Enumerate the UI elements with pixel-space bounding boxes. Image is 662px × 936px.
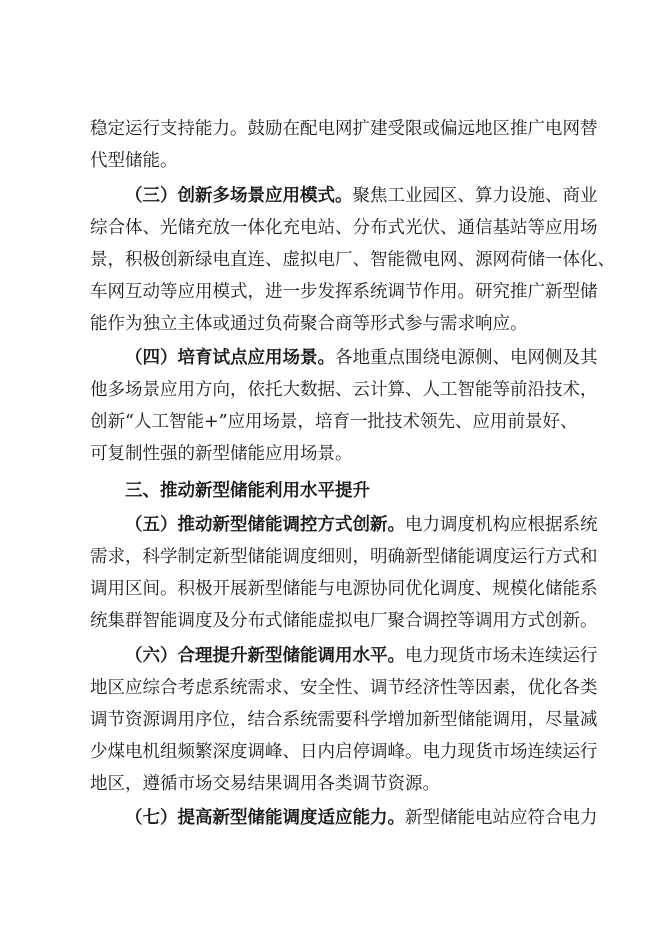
paragraph-line: 可复制性强的新型储能应用场景。 bbox=[90, 444, 353, 464]
paragraph-heading: （七）提高新型储能调度适应能力。 bbox=[125, 808, 405, 828]
paragraph-line: 车网互动等应用模式，进一步发挥系统调节作用。研究推广新型储 bbox=[90, 282, 598, 302]
paragraph-line: 地区应综合考虑系统需求、安全性、调节经济性等因素，优化各类 bbox=[90, 678, 598, 698]
paragraph-line: 他多场景应用方向，依托大数据、云计算、人工智能等前沿技术， bbox=[90, 380, 598, 400]
paragraph-line: 综合体、光储充放一体化充电站、分布式光伏、通信基站等应用场 bbox=[90, 218, 598, 238]
paragraph-first-line bbox=[125, 342, 598, 374]
paragraph-line: 能作为独立主体或通过负荷聚合商等形式参与需求响应。 bbox=[90, 314, 528, 334]
paragraph-line: 景，积极创新绿电直连、虚拟电厂、智能微电网、源网荷储一体化、 bbox=[90, 250, 615, 270]
paragraph-text: 电力调度机构应根据系统 bbox=[405, 515, 598, 535]
paragraph-line: 调节资源调用序位，结合系统需要科学增加新型储能调用，尽量减 bbox=[90, 710, 598, 730]
paragraph-line: 创新“人工智能+”应用场景，培育一批技术领先、应用前景好、 bbox=[90, 412, 578, 432]
paragraph-heading: （五）推动新型储能调控方式创新。 bbox=[125, 515, 405, 535]
paragraph-line: 统集群智能调度及分布式储能虚拟电厂聚合调控等调用方式创新。 bbox=[90, 611, 598, 631]
paragraph-heading: （六）合理提升新型储能调用水平。 bbox=[125, 646, 405, 666]
paragraph-heading: （三）创新多场景应用模式。 bbox=[125, 186, 353, 206]
paragraph-first-line bbox=[125, 802, 598, 834]
paragraph-line: 地区，遵循市场交易结果调用各类调节资源。 bbox=[90, 774, 440, 794]
paragraph-line: 调用区间。积极开展新型储能与电源协同优化调度、规模化储能系 bbox=[90, 579, 598, 599]
paragraph-text: 各地重点围绕电源侧、电网侧及其 bbox=[335, 348, 598, 368]
paragraph-first-line bbox=[125, 180, 598, 212]
paragraph-line: 少煤电机组频繁深度调峰、日内启停调峰。电力现货市场连续运行 bbox=[90, 742, 598, 762]
paragraph-line: 稳定运行支持能力。鼓励在配电网扩建受限或偏远地区推广电网替 bbox=[90, 119, 598, 139]
paragraph-text: 聚焦工业园区、算力设施、商业 bbox=[352, 186, 598, 206]
paragraph-line: 需求，科学制定新型储能调度细则，明确新型储能调度运行方式和 bbox=[90, 547, 598, 567]
paragraph-text: 新型储能电站应符合电力 bbox=[405, 808, 598, 828]
paragraph-first-line bbox=[125, 640, 598, 672]
paragraph-first-line bbox=[125, 509, 598, 541]
paragraph-line: 代型储能。 bbox=[90, 151, 178, 171]
section-heading: 三、推动新型储能利用水平提升 bbox=[125, 481, 370, 501]
paragraph-text: 电力现货市场未连续运行 bbox=[405, 646, 598, 666]
paragraph-heading: （四）培育试点应用场景。 bbox=[125, 348, 335, 368]
